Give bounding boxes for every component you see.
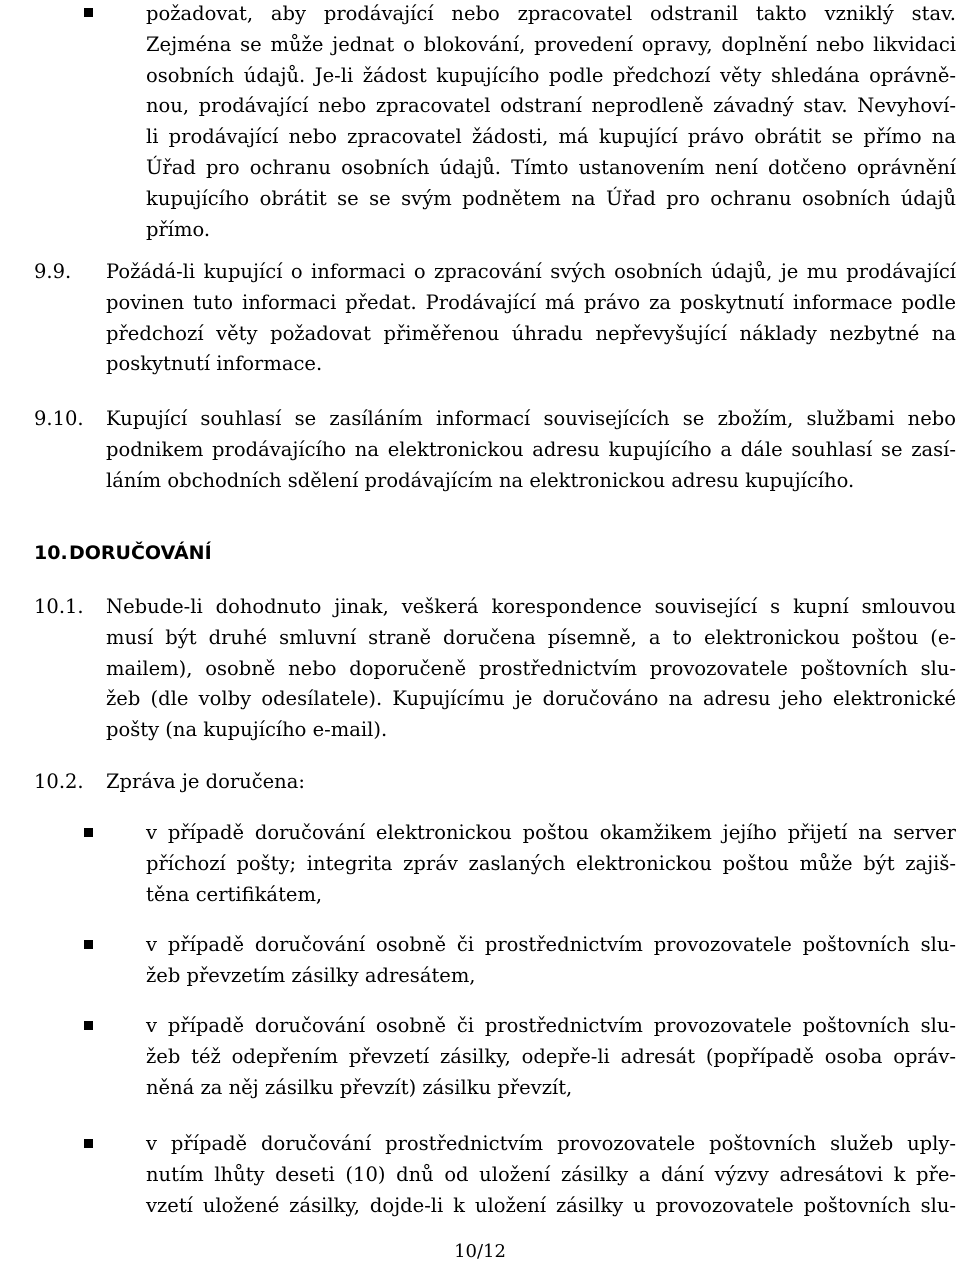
top-bullet-paragraph [146,0,956,245]
clause-10-1-paragraph [106,592,956,746]
delivery-bullet-4 [146,1129,956,1221]
clause-9-9-paragraph [106,257,956,380]
delivery-bullet-2 [146,930,956,992]
text-line: v případě doručování prostřednictvím provozovatele poštovních služeb uply- [146,1132,956,1155]
text-line: příchozí pošty; integrita zpráv zaslaných elektronickou poštou může být zajiš- [146,851,956,875]
text-line: povinen tuto informaci předat. Prodávající má právo za poskytnutí informace podle [106,290,956,314]
bullet-marker [84,940,93,949]
section-number: 10. [34,542,68,564]
text-line: Úřad pro ochranu osobních údajů. Tímto ustanovením není dotčeno oprávnění [146,155,956,179]
text-line: musí být druhé smluvní straně doručena písemně, a to elektronickou poštou (e- [106,625,956,649]
text-line: v případě doručování elektronickou poštou okamžikem jejího přijetí na server [146,821,956,844]
text-line: pošty (na kupujícího e-mail). [106,718,388,742]
text-line: nutím lhůty deseti (10) dnů od uložení zásilky a dání výzvy adresátovi k pře- [146,1162,956,1186]
text-line: požadovat, aby prodávající nebo zpracovatel odstranil takto vzniklý stav. [146,2,956,25]
text-line: mailem), osobně nebo doporučeně prostřednictvím provozovatele poštovních slu- [106,656,956,680]
text-line: poskytnutí informace. [106,352,323,376]
text-line: Nebude-li dohodnuto jinak, veškerá korespondence související s kupní smlouvou [106,595,956,618]
text-line: žeb (dle volby odesílatele). Kupujícímu je doručováno na adresu jeho elektronické [106,687,956,711]
bullet-marker [84,1021,93,1030]
page-number: 10/12 [454,1241,506,1262]
text-line: těna certifikátem, [146,882,323,906]
text-line: žeb převzetím zásilky adresátem, [146,963,476,987]
text-line: Kupující souhlasí se zasíláním informací souvisejících se zbožím, službami nebo [106,407,956,430]
text-line: li prodávající nebo zpracovatel žádosti, má kupující právo obrátit se přímo na [146,125,956,149]
section-title: DORUČOVÁNÍ [69,542,212,564]
bullet-marker [84,828,93,837]
clause-10-2-text: Zpráva je doručena: [106,770,305,793]
text-line: v případě doručování osobně či prostřednictvím provozovatele poštovních slu- [146,933,956,956]
text-line: osobních údajů. Je-li žádost kupujícího podle předchozí věty shledána oprávně- [146,63,956,87]
text-line: Požádá-li kupující o informaci o zpracování svých osobních údajů, je mu prodávající [106,260,956,283]
text-line: přímo. [146,217,211,241]
delivery-bullet-1 [146,818,956,910]
text-line: nou, prodávající nebo zpracovatel odstraní neprodleně závadný stav. Nevyhoví- [146,94,956,118]
text-line: podnikem prodávajícího na elektronickou adresu kupujícího a dále souhlasí se zasí- [106,437,956,461]
text-line: Zejména se může jednat o blokování, provedení opravy, doplnění nebo likvidaci [146,32,956,56]
text-line: předchozí věty požadovat přiměřenou úhradu nepřevyšující náklady nezbytné na [106,321,956,345]
text-line: žeb též odepřením převzetí zásilky, odepře-li adresát (popřípadě osoba opráv- [146,1044,956,1068]
delivery-bullet-3 [146,1011,956,1103]
clause-9-10-paragraph [106,404,956,496]
text-line: něná za něj zásilku převzít) zásilku převzít, [146,1075,573,1099]
clause-number-9-9: 9.9. [34,260,72,283]
text-line: kupujícího obrátit se se svým podnětem na Úřad pro ochranu osobních údajů [146,186,956,210]
clause-number-10-1: 10.1. [34,595,84,618]
clause-number-9-10: 9.10. [34,407,84,430]
text-line: vzetí uložené zásilky, dojde-li k uložení zásilky u provozovatele poštovních slu- [146,1193,956,1217]
bullet-marker [84,1139,93,1148]
text-line: láním obchodních sdělení prodávajícím na elektronickou adresu kupujícího. [106,468,855,492]
text-line: v případě doručování osobně či prostřednictvím provozovatele poštovních slu- [146,1014,956,1037]
clause-number-10-2: 10.2. [34,770,84,793]
bullet-marker [84,8,93,17]
